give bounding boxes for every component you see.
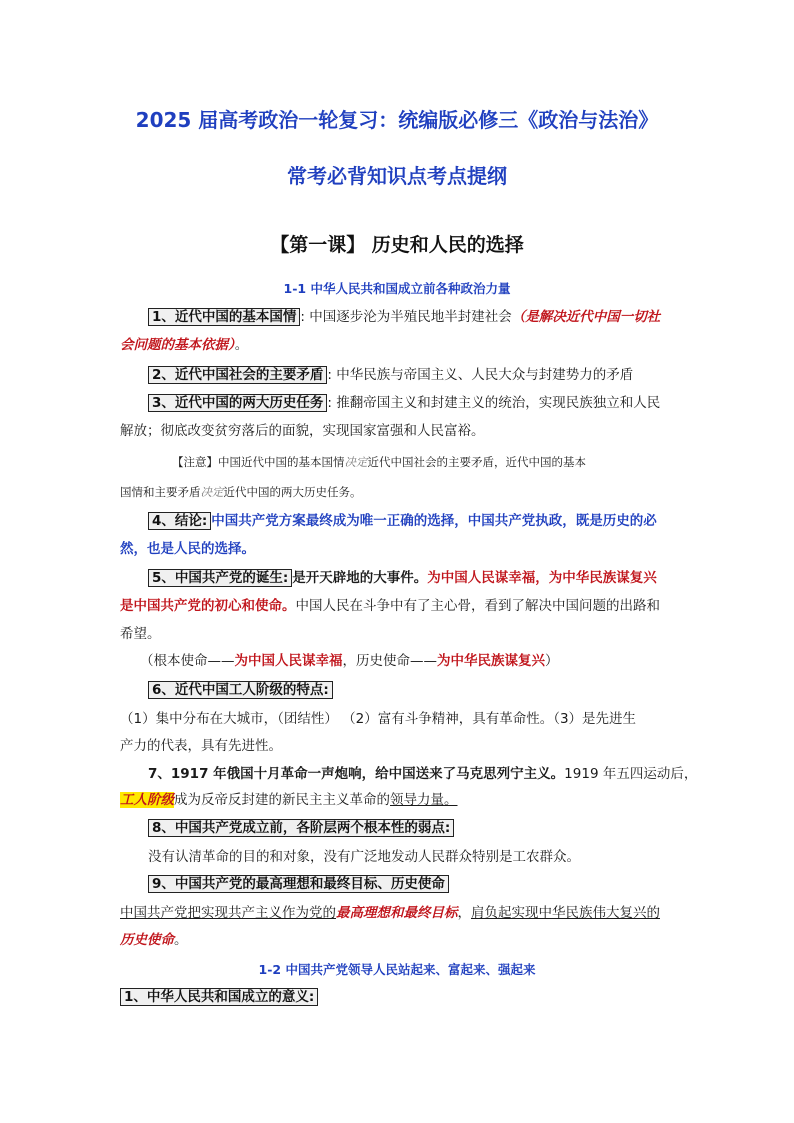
point-5-text: 是开天辟地的大事件。 bbox=[292, 570, 428, 586]
lesson-heading: 【第一课】 历史和人民的选择 bbox=[270, 234, 524, 256]
point-6-line-b: 产力的代表，具有先进性。 bbox=[120, 738, 282, 754]
point-6-label: 6、近代中国工人阶级的特点: bbox=[148, 681, 333, 699]
point-7-line-b bbox=[120, 790, 680, 810]
point-6-line bbox=[148, 680, 708, 700]
point-3-label: 3、近代中国的两大历史任务 bbox=[148, 394, 327, 412]
note-line-b: 国情和主要矛盾决定近代中国的两大历史任务。 bbox=[120, 485, 362, 499]
point-7-text: 1919 年五四运动后， bbox=[564, 766, 698, 782]
point-4-text-b: 然，也是人民的选择。 bbox=[120, 541, 255, 557]
point-1-line-a bbox=[148, 307, 708, 327]
point-5-red-b: 是中国共产党的初心和使命。 bbox=[120, 598, 296, 614]
point-5-red-a: 为中国人民谋幸福，为中华民族谋复兴 bbox=[427, 570, 657, 586]
section-2-point-1-label: 1、中华人民共和国成立的意义: bbox=[120, 988, 318, 1006]
point-1-emphasis-a: （是解决近代中国一切社 bbox=[511, 309, 661, 325]
point-5-line-b bbox=[120, 596, 680, 616]
point-2-line bbox=[148, 365, 708, 385]
mission-note: （根本使命——为中国人民谋幸福，历史使命——为中华民族谋复兴） bbox=[140, 653, 559, 669]
point-3-line-a bbox=[148, 393, 708, 413]
point-5-line-a bbox=[148, 568, 708, 588]
point-4-text-a: 中国共产党方案最终成为唯一正确的选择，中国共产党执政，既是历史的必 bbox=[211, 513, 657, 529]
point-1-label: 1、近代中国的基本国情 bbox=[148, 308, 300, 326]
point-2-text: : 中华民族与帝国主义、人民大众与封建势力的矛盾 bbox=[327, 367, 634, 383]
point-1-line-b bbox=[120, 335, 680, 355]
document-title: 2025 届高考政治一轮复习：统编版必修三《政治与法治》 bbox=[135, 108, 659, 132]
point-6-line-a: （1）集中分布在大城市，（团结性） （2）富有斗争精神，具有革命性。（3）是先进生 bbox=[120, 711, 637, 727]
section-heading-1-1: 1-1 中华人民共和国成立前各种政治力量 bbox=[283, 281, 511, 296]
point-7-highlight: 工人阶级 bbox=[120, 792, 174, 808]
section-heading-1-2: 1-2 中国共产党领导人民站起来、富起来、强起来 bbox=[258, 962, 536, 977]
document-subtitle: 常考必背知识点考点提纲 bbox=[287, 164, 507, 188]
point-3-line-b: 解放；彻底改变贫穷落后的面貌，实现国家富强和人民富裕。 bbox=[120, 423, 485, 439]
section-2-point-1-line bbox=[120, 987, 680, 1007]
point-5-text-c: 希望。 bbox=[120, 626, 161, 642]
point-7-underline: 领导力量。 bbox=[390, 792, 458, 808]
note-line-a: 【注意】中国近代中国的基本国情决定近代中国社会的主要矛盾，近代中国的基本 bbox=[172, 455, 586, 469]
point-9-red-a: 最高理想和最终目标 bbox=[336, 905, 458, 921]
point-4-label: 4、结论: bbox=[148, 512, 211, 530]
point-7-line-a bbox=[148, 764, 708, 784]
point-5-label: 5、中国共产党的诞生: bbox=[148, 569, 292, 587]
point-3-text-a: : 推翻帝国主义和封建主义的统治，实现民族独立和人民 bbox=[327, 395, 661, 411]
point-9-line bbox=[148, 874, 708, 894]
point-8-line bbox=[148, 818, 708, 838]
point-2-label: 2、近代中国社会的主要矛盾 bbox=[148, 366, 327, 384]
point-1-emphasis-b: 会问题的基本依据） bbox=[120, 337, 235, 353]
point-9-red-b: 历史使命 bbox=[120, 932, 174, 948]
point-8-text: 没有认清革命的目的和对象，没有广泛地发动人民群众特别是工农群众。 bbox=[148, 849, 580, 865]
point-7-bold: 7、1917 年俄国十月革命一声炮响，给中国送来了马克思列宁主义。 bbox=[148, 766, 565, 782]
point-7-text-b: 成为反帝反封建的新民主主义革命的 bbox=[174, 792, 390, 808]
point-1-end: 。 bbox=[234, 337, 249, 353]
point-9-line-b: 历史使命。 bbox=[120, 932, 188, 948]
point-1-text: : 中国逐步沦为半殖民地半封建社会 bbox=[300, 309, 512, 325]
point-5-text-b: 中国人民在斗争中有了主心骨，看到了解决中国问题的出路和 bbox=[295, 598, 660, 614]
point-8-label: 8、中国共产党成立前，各阶层两个根本性的弱点: bbox=[148, 819, 454, 837]
point-4-line-a bbox=[148, 511, 708, 531]
point-9-line-a: 中国共产党把实现共产主义作为党的最高理想和最终目标，肩负起实现中华民族伟大复兴的 bbox=[120, 905, 660, 921]
point-9-label: 9、中国共产党的最高理想和最终目标、历史使命 bbox=[148, 875, 449, 893]
